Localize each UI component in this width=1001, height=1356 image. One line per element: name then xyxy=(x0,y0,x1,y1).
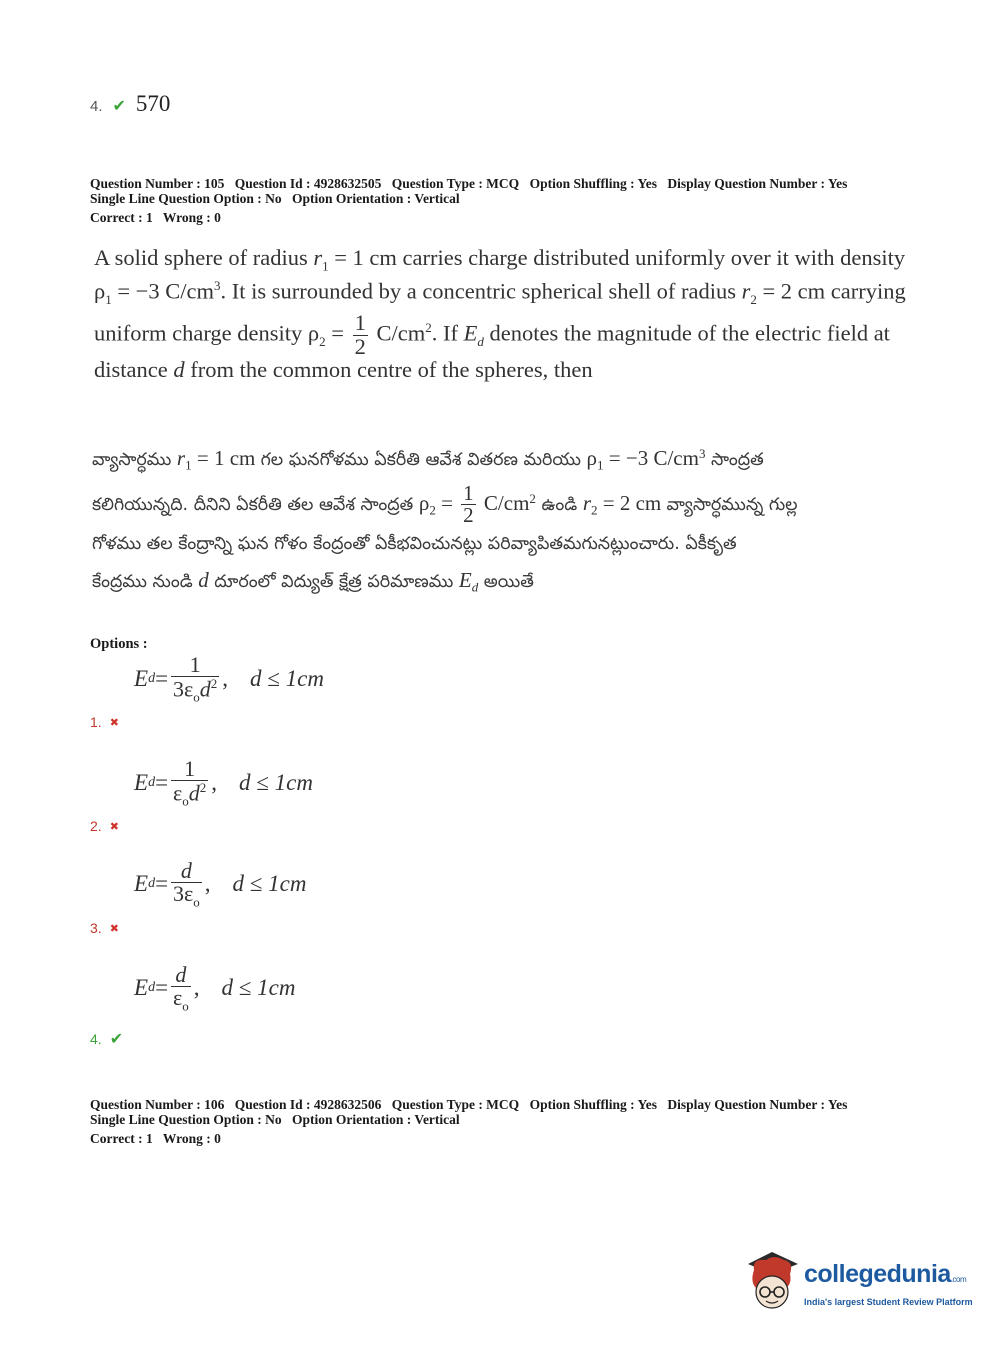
question-105-meta xyxy=(90,176,910,225)
options-label: Options : xyxy=(90,636,148,652)
question-type: Question Type : MCQ xyxy=(391,176,520,191)
meta-row xyxy=(90,191,910,206)
text-line: గోళము తల కేంద్రాన్ని ఘన గోళం కేంద్రంతో ఏకీభవించునట్లు పరివ్యాపితమగునట్లుంచారు. ఏకీకృత xyxy=(92,534,737,554)
cross-icon: ✖ xyxy=(109,921,119,935)
option-formula: E d = $\frac{1}{3\varepsilon_od^2}$ , d ≤ 1cm xyxy=(134,652,324,705)
text-line: $\rho_1 = -3$ $C/cm^3$. It is surrounded by a concentric spherical shell of radius $r_2 = 2$ cm carrying xyxy=(94,278,906,307)
text-line: కేంద్రము నుండి d దూరంలో విద్యుత్ క్షేత్ర పరిమాణము $E_d$ అయితే xyxy=(92,568,534,595)
option-3[interactable] xyxy=(90,846,490,936)
fraction: $\frac{d}{3\varepsilon_o}$ xyxy=(173,858,200,910)
question-id: Question Id : 4928632505 xyxy=(234,176,382,191)
meta-row xyxy=(90,1131,910,1146)
fraction: $\frac{1}{2}$ xyxy=(463,481,474,528)
meta-row xyxy=(90,210,910,225)
option-label: 3. ✖ xyxy=(90,920,119,936)
fraction: $\frac{d}{\varepsilon_o}$ xyxy=(173,962,189,1014)
option-formula: E d = $\frac{d}{\varepsilon_o}$ , d ≤ 1cm xyxy=(134,962,296,1014)
option-label: 2. ✖ xyxy=(90,818,119,834)
collegedunia-logo xyxy=(742,1250,982,1320)
option-orientation: Option Orientation : Vertical xyxy=(292,1112,460,1127)
correct-marks: Correct : 1 xyxy=(90,210,153,225)
question-number: Question Number : 105 xyxy=(90,176,225,191)
meta-row xyxy=(90,176,910,191)
option-label: 4. ✔ xyxy=(90,1029,124,1048)
single-line-option: Single Line Question Option : No xyxy=(90,191,282,206)
brand-tagline: India's largest Student Review Platform xyxy=(804,1297,973,1307)
previous-answer-number: 4. xyxy=(90,98,103,115)
option-shuffling: Option Shuffling : Yes xyxy=(529,1097,657,1112)
cross-icon: ✖ xyxy=(109,819,119,833)
fraction: $\frac{1}{2}$ xyxy=(354,310,366,359)
question-text-telugu xyxy=(92,436,902,598)
correct-marks: Correct : 1 xyxy=(90,1131,153,1146)
display-question-number: Display Question Number : Yes xyxy=(667,1097,848,1112)
question-text-english xyxy=(94,244,904,384)
fraction: $\frac{1}{\varepsilon_od^2}$ xyxy=(173,756,207,809)
option-1[interactable] xyxy=(90,640,490,730)
question-type: Question Type : MCQ xyxy=(391,1097,520,1112)
wrong-marks: Wrong : 0 xyxy=(162,210,221,225)
text-line: కలిగియున్నది. దీనిని ఏకరీతి తల ఆవేశ సాంద్రత $\rho_2$ = $\frac{1}{2}$ $C/cm^2$ ఉండి $r_2 = 2$ cm వ్యాసార్ధమున్న గుల్ల xyxy=(92,481,798,528)
option-formula: E d = $\frac{1}{\varepsilon_od^2}$ , d ≤ 1cm xyxy=(134,756,313,809)
question-number: Question Number : 106 xyxy=(90,1097,225,1112)
check-icon: ✔ xyxy=(109,1029,124,1048)
question-id: Question Id : 4928632506 xyxy=(234,1097,382,1112)
brand-name: collegedunia.com xyxy=(804,1260,967,1288)
question-106-meta xyxy=(90,1097,910,1146)
display-question-number: Display Question Number : Yes xyxy=(667,176,848,191)
text-line: వ్యాసార్ధము $r_1 = 1$ cm గల ఘనగోళము ఏకరీతి ఆవేశ వితరణ మరియు $\rho_1 = -3$ $C/cm^3$ సాంద్రత xyxy=(92,445,764,473)
meta-row xyxy=(90,1112,910,1127)
text-line: distance d from the common centre of the spheres, then xyxy=(94,357,593,382)
meta-row xyxy=(90,1097,910,1112)
option-label: 1. ✖ xyxy=(90,714,119,730)
previous-answer xyxy=(90,92,170,115)
option-formula: E d = $\frac{d}{3\varepsilon_o}$ , d ≤ 1cm xyxy=(134,858,307,910)
text-line: A solid sphere of radius $r_1 = 1$ cm carries charge distributed uniformly over it with density xyxy=(94,245,906,274)
single-line-option: Single Line Question Option : No xyxy=(90,1112,282,1127)
text-line: uniform charge density $\rho_2$ = $\frac{1}{2}$ $C/cm^2$. If $E_d$ denotes the magnitude of the electric field at xyxy=(94,310,890,359)
previous-answer-value: 570 xyxy=(135,91,171,116)
fraction: $\frac{1}{3\varepsilon_od^2}$ xyxy=(173,652,218,705)
mascot-icon xyxy=(742,1250,802,1316)
option-2[interactable] xyxy=(90,744,490,834)
option-orientation: Option Orientation : Vertical xyxy=(292,191,460,206)
wrong-marks: Wrong : 0 xyxy=(162,1131,221,1146)
option-shuffling: Option Shuffling : Yes xyxy=(529,176,657,191)
cross-icon: ✖ xyxy=(109,715,119,729)
option-4[interactable] xyxy=(90,958,490,1048)
check-icon: ✔ xyxy=(112,96,126,115)
